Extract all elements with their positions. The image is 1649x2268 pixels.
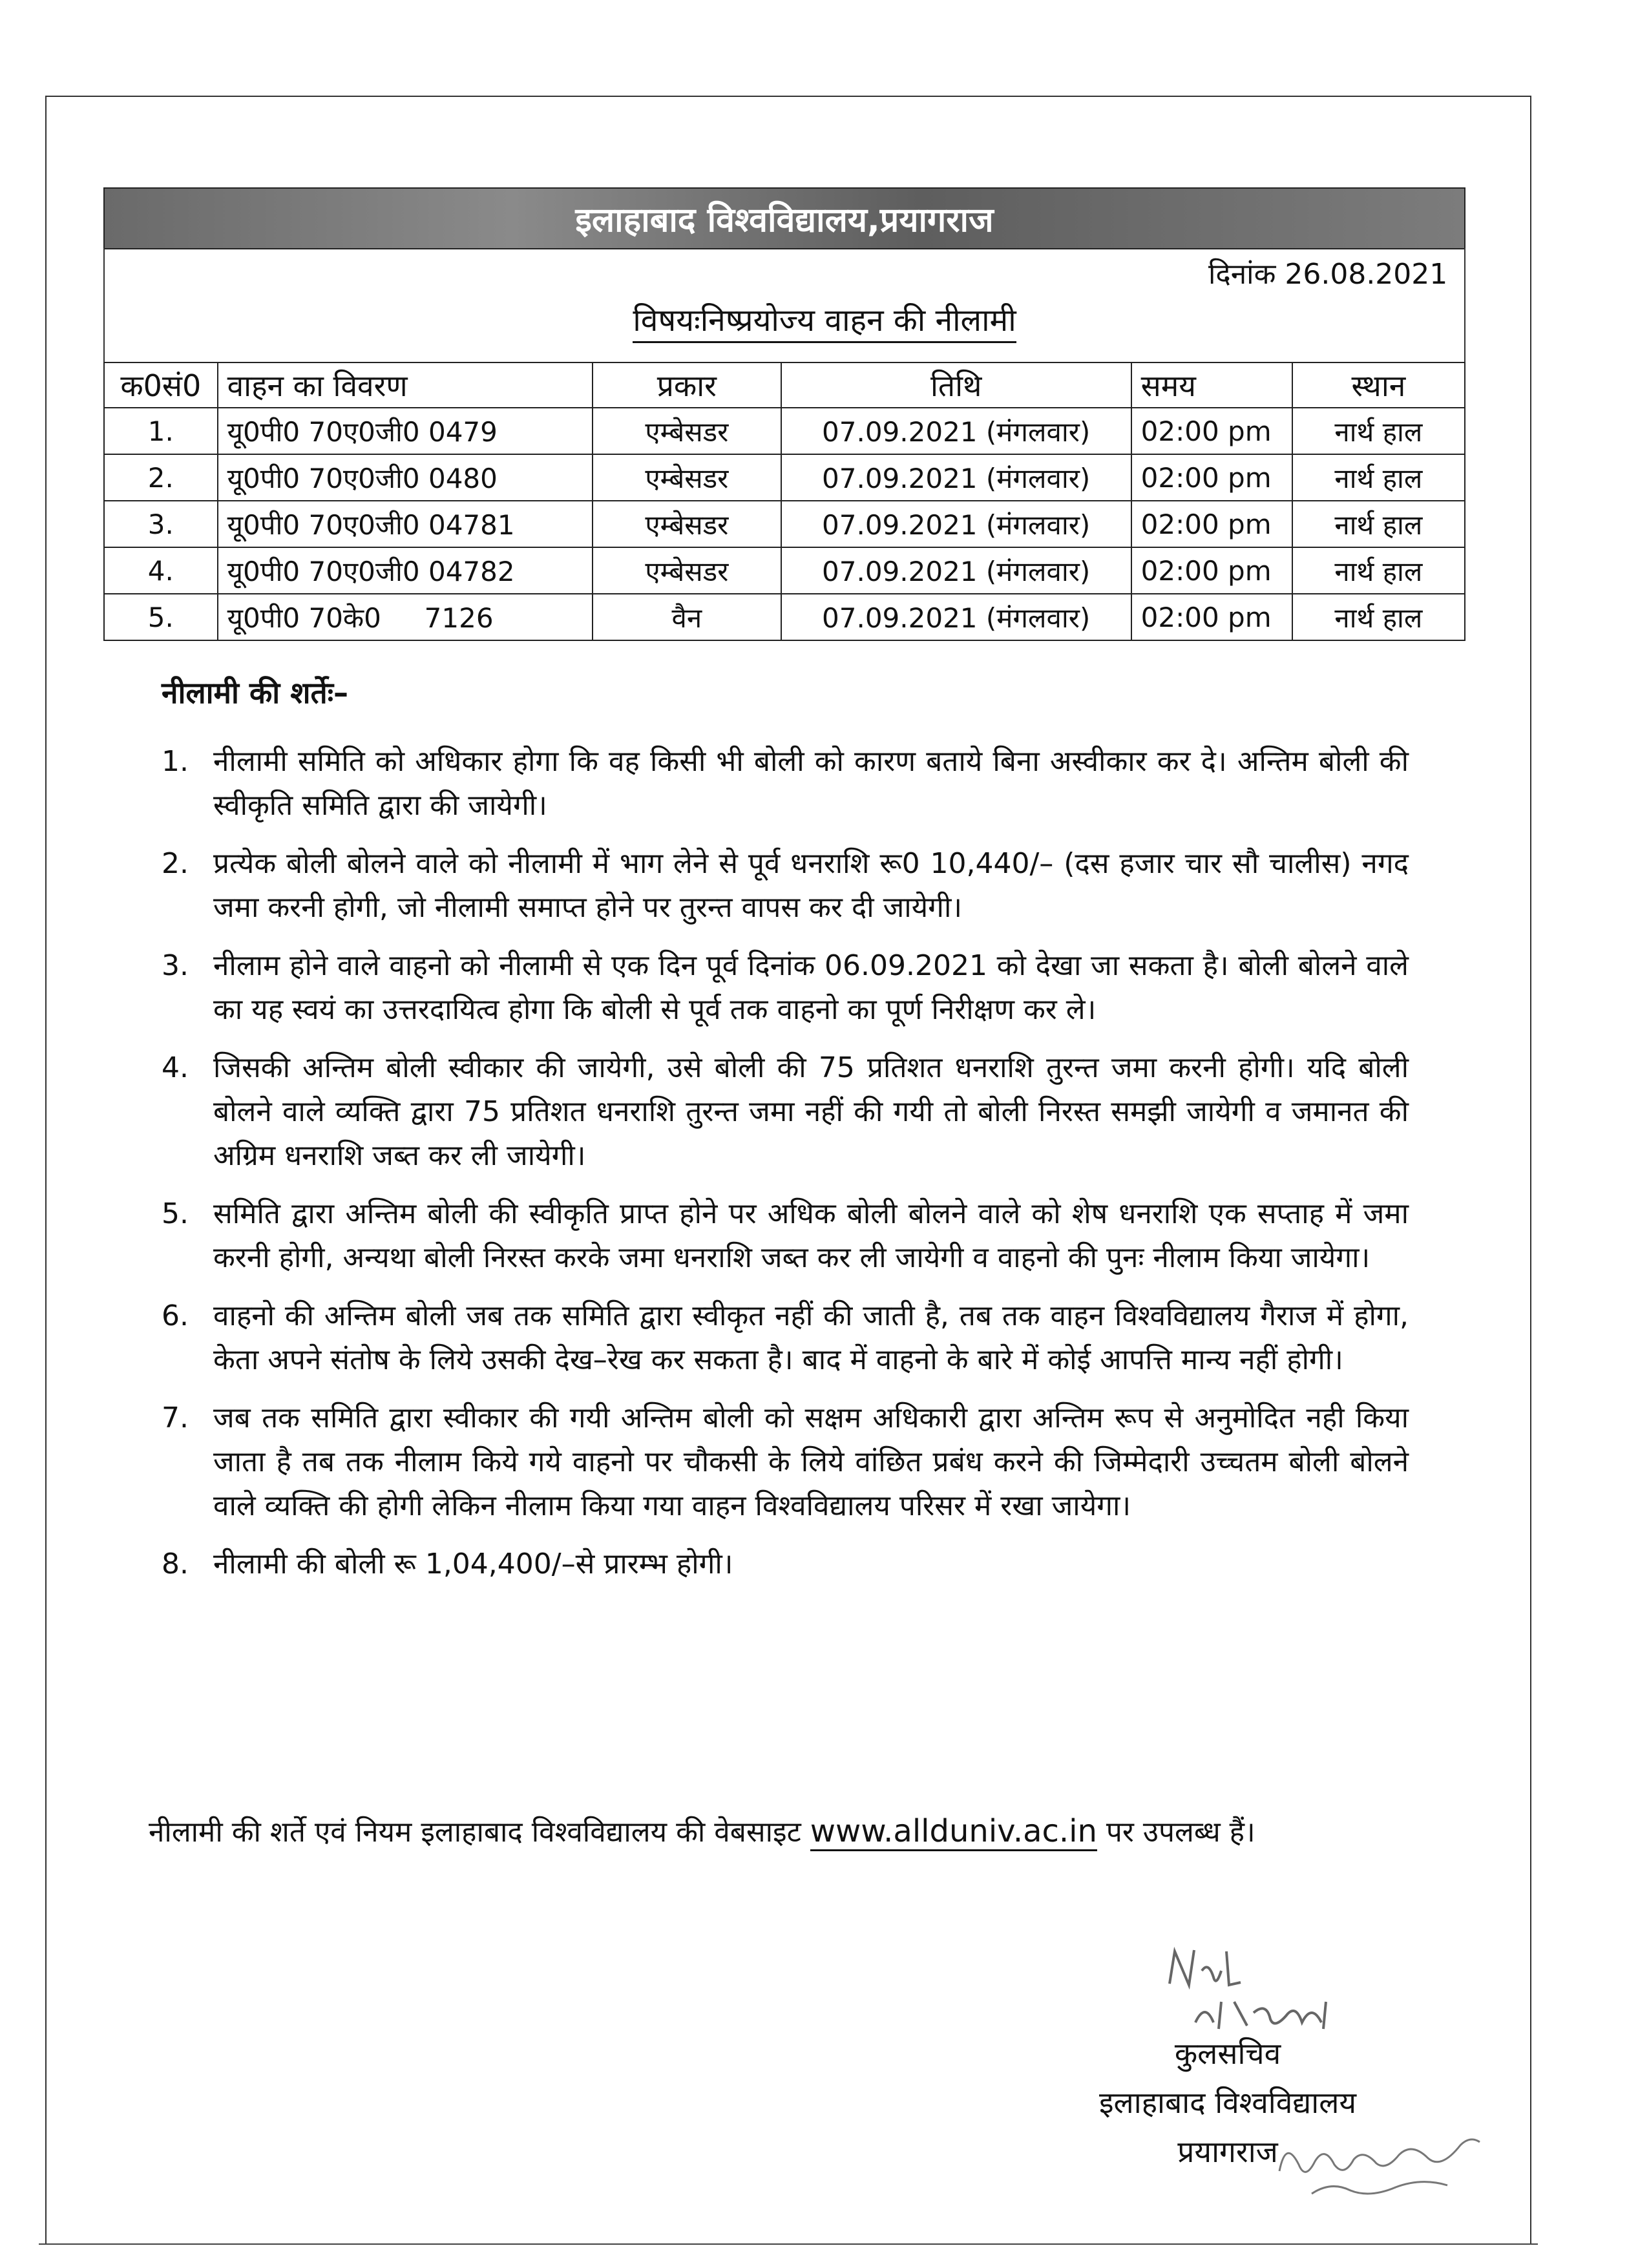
cell-description: यू0पी0 70के0 7126 [218, 594, 593, 640]
cell-description: यू0पी0 70ए0जी0 0479 [218, 408, 593, 454]
footer-text-after: पर उपलब्ध हैं। [1097, 1816, 1255, 1849]
col-place: स्थान [1292, 362, 1465, 408]
cell-time: 02:00 pm [1131, 454, 1292, 501]
term-text: नीलामी की बोली रू 1,04,400/–से प्रारम्भ होगी। [213, 1548, 733, 1580]
term-text: नीलामी समिति को अधिकार होगा कि वह किसी भी बोली को कारण बताये बिना अस्वीकार कर दे। अन्तिम बोली की स्वीकृति समिति द्वारा की जायेगी। [213, 745, 1409, 822]
footer-text-before: नीलामी की शर्ते एवं नियम इलाहाबाद विश्वविद्यालय की वेबसाइट [149, 1816, 810, 1849]
col-serial: क0सं0 [104, 362, 218, 408]
university-title-bar [103, 187, 1465, 249]
term-item [162, 740, 1409, 828]
website-link[interactable]: www.allduniv.ac.in [810, 1813, 1097, 1851]
cell-time: 02:00 pm [1131, 408, 1292, 454]
term-item [162, 1046, 1409, 1178]
registrar-title: कुलसचिव [1174, 2036, 1281, 2071]
subject-text: विषयःनिष्प्रयोज्य वाहन की नीलामी [633, 302, 1016, 343]
term-text: जिसकी अन्तिम बोली स्वीकार की जायेगी, उसे बोली की 75 प्रतिशत धनराशि तुरन्त जमा करनी होगी। यदि बोली बोलने वाले व्यक्ति द्वारा 75 प्रतिशत धनराशि तुरन्त जमा नहीं की गयी तो बोली निरस्त समझी जायेगी व जमानत की अग्रिम धनराशि जब्त कर ली जायेगी। [213, 1051, 1409, 1172]
term-number: 6. [162, 1299, 189, 1332]
cell-date: 07.09.2021 (मंगलवार) [781, 501, 1131, 547]
term-number: 4. [162, 1051, 189, 1084]
table-row [104, 594, 1465, 640]
cell-time: 02:00 pm [1131, 594, 1292, 640]
cell-serial: 2. [104, 454, 218, 501]
terms-heading: नीलामी की शर्तेः– [162, 675, 349, 710]
table-row [104, 501, 1465, 547]
cell-type: एम्बेसडर [593, 501, 781, 547]
col-time: समय [1131, 362, 1292, 408]
cell-time: 02:00 pm [1131, 547, 1292, 594]
cell-place: नार्थ हाल [1292, 547, 1465, 594]
term-text: समिति द्वारा अन्तिम बोली की स्वीकृति प्राप्त होने पर अधिक बोली बोलने वाले को शेष धनराशि एक सप्ताह में जमा करनी होगी, अन्यथा बोली निरस्त करके जमा धनराशि जब्त कर ली जायेगी व वाहनो की पुनः नीलाम किया जायेगा। [213, 1197, 1409, 1274]
cell-serial: 1. [104, 408, 218, 454]
cell-serial: 3. [104, 501, 218, 547]
cell-type: एम्बेसडर [593, 454, 781, 501]
term-text: वाहनो की अन्तिम बोली जब तक समिति द्वारा स्वीकृत नहीं की जाती है, तब तक वाहन विश्वविद्यालय गैराज में होगा, केता अपने संतोष के लिये उसकी देख–रेख कर सकता है। बाद में वाहनो के बारे में कोई आपत्ति मान्य नहीं होगी। [213, 1299, 1409, 1376]
term-text: जब तक समिति द्वारा स्वीकार की गयी अन्तिम बोली को सक्षम अधिकारी द्वारा अन्तिम रूप से अनुमोदित नही किया जाता है तब तक नीलाम किये गये वाहनो पर चौकसी के लिये वांछित प्रबंध करने की जिम्मेदारी उच्चतम बोली बोलने वाले व्यक्ति की होगी लेकिन नीलाम किया गया वाहन विश्वविद्यालय परिसर में रखा जायेगा। [213, 1402, 1409, 1522]
cell-serial: 5. [104, 594, 218, 640]
term-number: 8. [162, 1548, 189, 1580]
footer-note [149, 1809, 1415, 1854]
term-number: 3. [162, 949, 189, 982]
term-number: 7. [162, 1402, 189, 1434]
cell-time: 02:00 pm [1131, 501, 1292, 547]
col-type: प्रकार [593, 362, 781, 408]
handwritten-signature [1273, 2126, 1486, 2203]
university-name: इलाहाबाद विश्वविद्यालय,प्रयागराज [575, 200, 994, 240]
handwritten-initials-signature [1157, 1926, 1370, 2035]
term-number: 2. [162, 847, 189, 880]
cell-type: एम्बेसडर [593, 408, 781, 454]
registrar-university: इलाहाबाद विश्वविद्यालय [1098, 2085, 1357, 2120]
term-item [162, 1396, 1409, 1528]
col-description: वाहन का विवरण [218, 362, 593, 408]
cell-place: नार्थ हाल [1292, 454, 1465, 501]
notice-subject [0, 299, 1649, 341]
cell-type: वैन [593, 594, 781, 640]
table-row [104, 408, 1465, 454]
term-item [162, 944, 1409, 1032]
term-item [162, 1294, 1409, 1382]
registrar-city: प्रयागराज [1177, 2134, 1278, 2169]
cell-date: 07.09.2021 (मंगलवार) [781, 594, 1131, 640]
term-text: नीलाम होने वाले वाहनो को नीलामी से एक दिन पूर्व दिनांक 06.09.2021 को देखा जा सकता है। बोली बोलने वाले का यह स्वयं का उत्तरदायित्व होगा कि बोली से पूर्व तक वाहनो का पूर्ण निरीक्षण कर ले। [213, 949, 1409, 1026]
table-row [104, 547, 1465, 594]
cell-description: यू0पी0 70ए0जी0 04781 [218, 501, 593, 547]
vehicle-table [103, 362, 1465, 641]
cell-type: एम्बेसडर [593, 547, 781, 594]
col-date: तिथि [781, 362, 1131, 408]
term-text: प्रत्येक बोली बोलने वाले को नीलामी में भाग लेने से पूर्व धनराशि रू0 10,440/– (दस हजार चार सौ चालीस) नगद जमा करनी होगी, जो नीलामी समाप्त होने पर तुरन्त वापस कर दी जायेगी। [213, 847, 1409, 924]
term-item [162, 842, 1409, 930]
term-item [162, 1192, 1409, 1280]
table-header-row [104, 362, 1465, 408]
term-number: 5. [162, 1197, 189, 1230]
cell-description: यू0पी0 70ए0जी0 0480 [218, 454, 593, 501]
cell-date: 07.09.2021 (मंगलवार) [781, 547, 1131, 594]
cell-date: 07.09.2021 (मंगलवार) [781, 454, 1131, 501]
cell-place: नार्थ हाल [1292, 408, 1465, 454]
cell-place: नार्थ हाल [1292, 594, 1465, 640]
notice-date: दिनांक 26.08.2021 [1208, 258, 1448, 291]
cell-serial: 4. [104, 547, 218, 594]
bottom-rule [39, 2243, 1538, 2245]
cell-date: 07.09.2021 (मंगलवार) [781, 408, 1131, 454]
term-number: 1. [162, 745, 189, 778]
table-row [104, 454, 1465, 501]
cell-place: नार्थ हाल [1292, 501, 1465, 547]
terms-list [162, 740, 1409, 1601]
term-item [162, 1542, 1409, 1586]
cell-description: यू0पी0 70ए0जी0 04782 [218, 547, 593, 594]
